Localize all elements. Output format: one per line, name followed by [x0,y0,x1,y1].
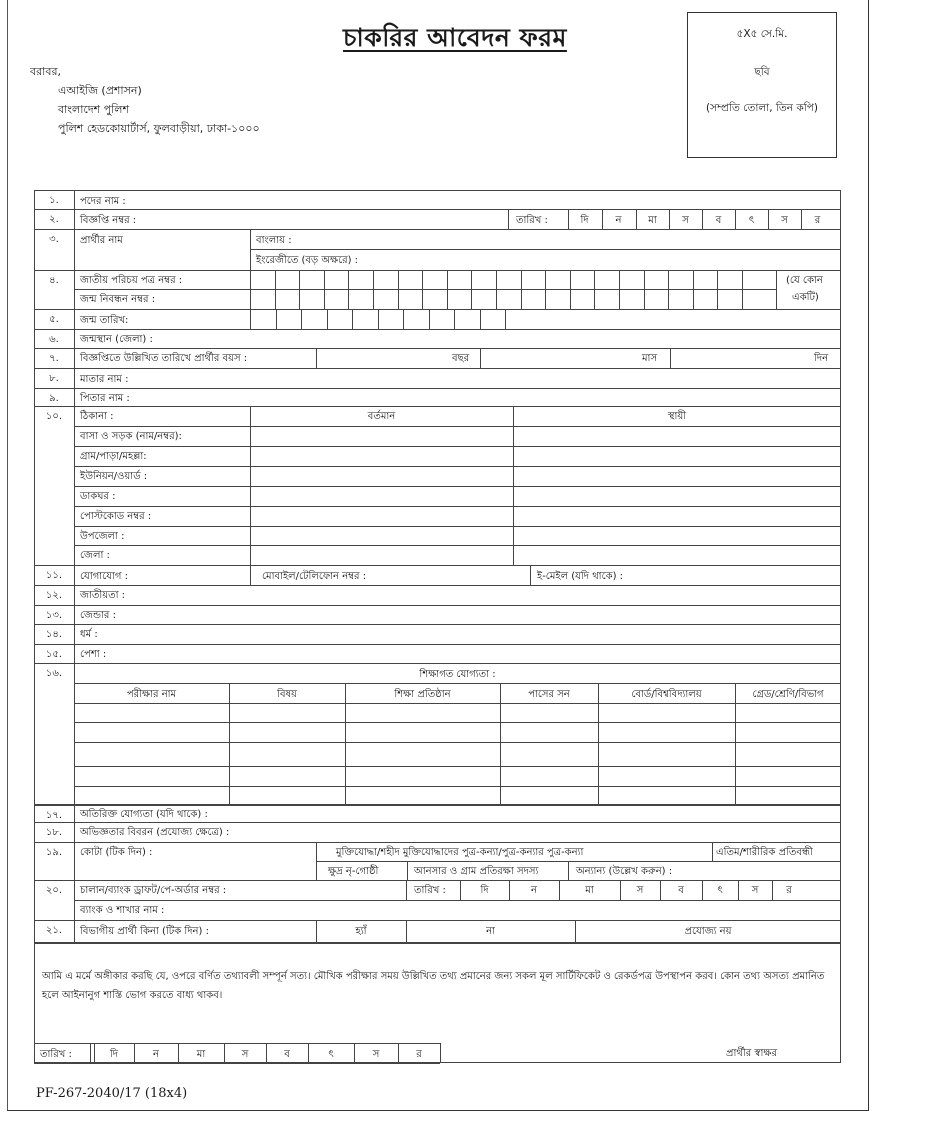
education-cell[interactable] [74,786,229,805]
address-label: ঠিকানা : [80,411,114,422]
photo-size: ৫X৫ সে.মি. [736,28,788,40]
quota-ansar-vdp-checkbox[interactable] [407,861,568,880]
date-label: তারিখ : [414,885,446,896]
date-cell: দি [580,215,589,226]
date-cell: স [751,885,759,896]
age-day-field[interactable] [670,349,812,368]
age-year-field[interactable] [316,349,450,368]
signature-label: প্রার্থীর স্বাক্ষর [726,1048,777,1059]
education-cell[interactable] [598,786,735,805]
email-field[interactable] [650,566,841,585]
education-column-header: পাসের সন [528,689,570,700]
address-sub-label: ইউনিয়ন/ওয়ার্ড : [80,471,148,482]
form-title: চাকরির আবেদন ফরম [343,23,567,52]
bank-branch-label: ব্যাংক ও শাখার নাম : [80,905,165,916]
row-number: ১৫. [45,649,63,660]
age-day-label: দিন [814,353,829,364]
date-cell: স [682,215,689,226]
candidate-name-label: প্রার্থীর নাম [80,235,123,246]
date-cell: ব [678,885,684,896]
bank-branch-field[interactable] [170,901,841,920]
education-cell[interactable] [500,786,598,805]
quota-freedom-fighter: মুক্তিযোদ্ধা/শহীদ মুক্তিযোদ্ধাদের পুত্র-কন্যা/পুত্র-কন্যার পুত্র-কন্যা [336,847,584,858]
mobile-field[interactable] [385,566,530,585]
challan-number-field[interactable] [250,881,406,900]
mobile-label: মোবাইল/টেলিফোন নম্বর : [262,571,367,582]
date-cell: দি [480,885,489,896]
row-number: ১৬. [45,668,63,679]
permanent-address-field[interactable] [513,506,841,526]
address-line: এআইজি (প্রশাসন) [58,84,142,97]
birth-reg-label: জন্ম নিবন্ধন নম্বর : [80,294,156,305]
nid-field[interactable] [250,270,776,289]
quota-ansar-vdp: আনসার ও গ্রাম প্রতিরক্ষা সদস্য [414,866,539,877]
education-cell[interactable] [598,766,735,786]
email-label: ই-মেইল (যদি থাকে) : [537,571,624,582]
date-cell: মা [585,885,594,896]
extra-qualification-label: অতিরিক্ত যোগ্যতা (যদি থাকে) : [80,809,208,820]
date-cell: ৎ [748,215,755,226]
row-number: ১৮. [45,827,63,838]
quota-orphan-disabled: এতিম/শারীরিক প্রতিবন্ধী [716,847,813,858]
departmental-na-checkbox[interactable] [575,920,841,943]
row-number: ১০. [45,411,63,422]
education-cell[interactable] [598,703,735,722]
date-cell: দি [109,1049,119,1060]
date-cell: র [814,215,821,226]
education-column-header: শিক্ষা প্রতিষ্ঠান [394,689,451,700]
row-number: ১. [49,195,59,206]
row-number: ৬. [49,334,59,345]
column-divider [776,270,777,309]
departmental-candidate-label: বিভাগীয় প্রার্থী কিনা (টিক দিন) : [80,926,209,937]
quota-others: অন্যান্য (উল্লেখ করুন) : [576,866,673,877]
photo-box[interactable] [687,12,837,158]
address-sub-label: বাসা ও সড়ক (নাম/নম্বর): [80,431,182,442]
present-address-field[interactable] [250,466,513,486]
present-address-field[interactable] [250,486,513,506]
row-separator [34,406,841,407]
education-cell[interactable] [74,766,229,786]
date-cell: মা [196,1049,206,1060]
education-cell[interactable] [345,766,500,786]
birthplace-field[interactable] [180,330,841,348]
address-sub-label: গ্রাম/পাড়া/মহল্লা: [80,451,147,462]
any-one-note: (যে কোন [786,275,823,286]
permanent-address-field[interactable] [513,545,841,565]
education-cell[interactable] [500,742,598,766]
education-column-header: পরীক্ষার নাম [126,689,177,700]
column-divider [530,565,531,585]
permanent-address-field[interactable] [513,466,841,486]
religion-label: ধর্ম : [80,629,98,640]
age-month-field[interactable] [480,349,640,368]
notice-number-label: বিজ্ঞপ্তি নম্বর : [80,215,137,226]
education-cell[interactable] [229,722,345,742]
address-block [30,62,260,138]
education-header: শিক্ষাগত যোগ্যতা : [419,669,496,680]
education-cell[interactable] [735,786,841,805]
present-address-header: বর্তমান [367,411,396,422]
post-name-label: পদের নাম : [80,196,126,207]
row-number: ১৭. [45,810,63,821]
nationality-field[interactable] [130,586,841,605]
education-column-header: বোর্ড/বিশ্ববিদ্যালয় [631,689,702,700]
date-cell: স [781,215,788,226]
departmental-no-checkbox[interactable] [406,920,575,943]
present-address-field[interactable] [250,526,513,545]
row-number: ১৪. [45,629,63,640]
number-column-divider [74,190,75,943]
date-cell: র [416,1049,422,1060]
column-divider [406,880,407,900]
date-cell: ন [531,885,537,896]
row-number: ৭. [49,353,59,364]
permanent-address-field[interactable] [513,526,841,545]
dob-field[interactable] [250,310,505,329]
address-sub-label: ডাকঘর : [80,491,116,502]
column-divider [250,565,251,585]
gender-field[interactable] [130,606,841,624]
permanent-address-field[interactable] [513,446,841,466]
challan-number-label: চালান/ব্যাংক ড্রাফট/পে-অর্ডার নম্বর : [80,885,227,896]
education-cell[interactable] [735,722,841,742]
row-number: ১২. [45,590,63,601]
present-address-field[interactable] [250,545,513,565]
profession-field[interactable] [130,645,841,663]
departmental-yes: হ্যাঁ [355,926,367,937]
row-number: ৩. [49,234,59,245]
form-code: PF-267-2040/17 (18x4) [36,1086,188,1101]
age-label: বিজ্ঞপ্তিতে উল্লিখিত তারিখে প্রার্থীর বয়স : [80,353,248,364]
date-cell: মা [648,215,657,226]
date-cell: ব [715,215,722,226]
row-number: ১১. [45,570,63,581]
experience-field[interactable] [290,823,841,842]
dob-label: জন্ম তারিখ: [80,315,129,326]
address-sub-label: পোস্টকোড নম্বর : [80,511,152,522]
to-label: বরাবর, [30,65,62,78]
departmental-na: প্রযোজ্য নয় [684,926,732,937]
education-cell[interactable] [500,703,598,722]
present-address-field[interactable] [250,446,513,466]
row-number: ৮. [49,373,59,384]
declaration-text: আমি এ মর্মে অঙ্গীকার করছি যে, ওপরে বর্ণিত তথ্যাবলী সম্পূর্ন সত্য। মৌখিক পরীক্ষার সময় উল্লিখিত তথ্য প্রমানের জন্য সকল মূল সার্টিফিকেট ও রেকর্ডপত্র উপস্থাপন করব। কোন তথ্য অসত্য প্রমানিত হলে আইনানুগ শাস্তি ভোগ করতে বাধ্য থাকব। [42,971,825,1001]
address-sub-label: জেলা : [80,550,110,561]
father-name-field[interactable] [130,389,841,406]
post-name-field[interactable] [250,191,841,209]
row-number: ৫. [49,314,59,325]
dob-box-divider [505,309,506,329]
quota-freedom-fighter-checkbox[interactable] [316,842,712,861]
any-one-note: একটি) [792,292,819,303]
education-column-header: বিষয় [277,689,297,700]
extra-qualification-field[interactable] [240,806,841,822]
quota-ethnic-minority-checkbox[interactable] [316,861,407,880]
permanent-address-field[interactable] [513,486,841,506]
education-column-header: গ্রেড/শ্রেণি/বিভাগ [752,689,824,700]
row-number: ২. [49,214,59,225]
address-line: বাংলাদেশ পুলিশ [58,103,129,116]
experience-label: অভিজ্ঞতার বিবরন (প্রযোজ্য ক্ষেত্রে) : [80,827,230,838]
photo-label: ছবি [754,66,770,78]
permanent-address-field[interactable] [513,426,841,446]
date-cell: স [372,1049,380,1060]
date-cell: র [786,885,792,896]
education-cell[interactable] [74,722,229,742]
declaration-date-label: তারিখ : [40,1049,72,1060]
quota-label: কোটা (টিক দিন) : [80,847,153,858]
address-line: পুলিশ হেডকোয়ার্টার্স, ফুলবাড়ীয়া, ঢাকা-১০০০ [58,122,260,135]
profession-label: পেশা : [80,649,107,660]
education-cell[interactable] [74,742,229,766]
name-bangla-label: বাংলায় : [256,235,292,246]
date-cell: স [636,885,644,896]
education-cell[interactable] [598,742,735,766]
education-cell[interactable] [500,766,598,786]
mother-name-field[interactable] [130,369,841,388]
row-separator [34,663,841,664]
education-cell[interactable] [345,742,500,766]
column-divider [568,861,569,880]
father-name-label: পিতার নাম : [80,393,130,404]
date-cell: ৎ [328,1049,334,1060]
date-cell: ৎ [717,885,723,896]
education-cell[interactable] [598,722,735,742]
name-english-label: ইংরেজীতে (বড় অক্ষরে) : [256,255,359,266]
row-number: ৪. [49,275,59,286]
departmental-yes-checkbox[interactable] [316,920,406,943]
education-cell[interactable] [345,786,500,805]
education-cell[interactable] [345,703,500,722]
education-cell[interactable] [229,766,345,786]
contact-label: যোগাযোগ : [80,571,128,582]
education-cell[interactable] [74,703,229,722]
education-cell[interactable] [735,766,841,786]
birthplace-label: জন্মস্থান (জেলা) : [80,334,153,345]
quota-orphan-disabled-checkbox[interactable] [712,842,841,861]
education-cell[interactable] [229,786,345,805]
age-year-label: বছর [452,353,470,364]
education-cell[interactable] [345,722,500,742]
religion-field[interactable] [130,625,841,644]
name-english-field[interactable] [390,250,841,270]
row-number: ১৯. [45,847,63,858]
education-cell[interactable] [735,742,841,766]
row-number: ২১. [45,925,63,936]
date-cell: ব [284,1049,290,1060]
row-number: ১৩. [45,610,63,621]
quota-others-field[interactable] [690,861,841,880]
age-month-label: মাস [642,353,658,364]
education-cell[interactable] [229,703,345,722]
education-cell[interactable] [229,742,345,766]
name-bangla-field[interactable] [310,230,841,249]
education-cell[interactable] [735,703,841,722]
date-cell: ন [615,215,622,226]
departmental-no: না [486,926,495,937]
present-address-field[interactable] [250,426,513,446]
nationality-label: জাতীয়তা : [80,590,126,601]
date-cell: স [241,1049,249,1060]
quota-ethnic-minority: ক্ষুদ্র নৃ-গোষ্ঠী [328,866,379,877]
education-cell[interactable] [500,722,598,742]
notice-number-field[interactable] [160,210,508,229]
mother-name-label: মাতার নাম : [80,374,129,385]
date-label: তারিখ : [516,215,548,226]
address-sub-label: উপজেলা : [80,531,125,542]
column-divider [508,209,509,229]
row-number: ২০. [45,885,63,896]
birth-reg-field[interactable] [250,290,776,309]
permanent-address-header: স্থায়ী [667,411,687,422]
education-header-line [74,683,841,684]
gender-label: জেন্ডার : [80,610,116,621]
nid-label: জাতীয় পরিচয় পত্র নম্বর : [80,275,183,286]
date-cell: ন [153,1049,159,1060]
present-address-field[interactable] [250,506,513,526]
photo-note: (সম্প্রতি তোলা, তিন কপি) [706,102,818,114]
row-number: ৯. [49,393,59,404]
